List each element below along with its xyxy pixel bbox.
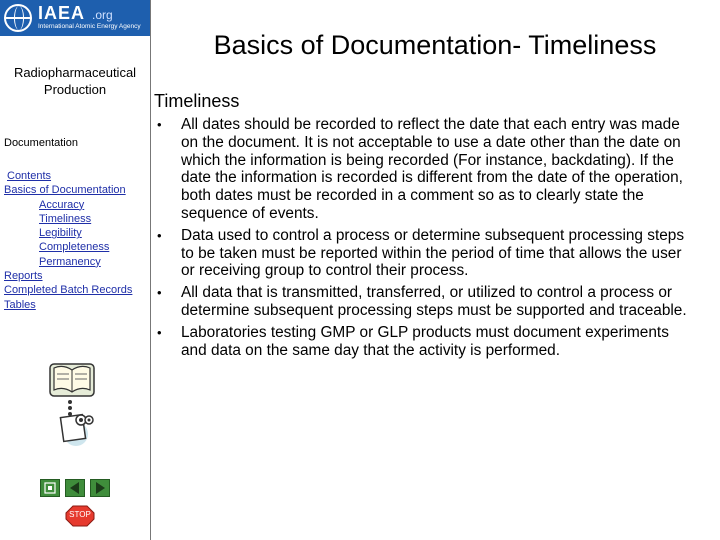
iaea-logo[interactable]	[0, 0, 150, 36]
sidebar-nav	[4, 169, 132, 312]
stop-label: STOP	[69, 510, 91, 519]
sidebar-item-tables[interactable]: Tables	[4, 298, 36, 311]
bullet-marker: •	[157, 117, 162, 132]
home-button[interactable]	[40, 479, 60, 497]
bullet-text: Data used to control a process or determine subsequent processing steps to be taken must be reported within the period of time that allows the user or receiving group to control their process.	[181, 226, 685, 280]
sidebar-title: Radiopharmaceutical Production	[13, 65, 137, 97]
bullet-marker: •	[157, 285, 162, 301]
bullet-text: All data that is transmitted, transferred, or utilized to control a process or determine subsequent processing steps must be supported and traceable.	[181, 284, 687, 319]
sidebar-item-contents[interactable]: Contents	[7, 170, 52, 182]
globe-icon	[4, 4, 32, 32]
arrow-right-icon	[91, 480, 109, 496]
sidebar	[0, 0, 151, 540]
slide-title: Basics of Documentation- Timeliness	[213, 30, 657, 60]
previous-slide-button[interactable]	[65, 479, 85, 497]
sidebar-item-timeliness[interactable]: Timeliness	[39, 212, 92, 225]
stop-button[interactable]	[65, 505, 95, 527]
bullet-item	[155, 324, 695, 360]
sidebar-item-completeness[interactable]: Completeness	[39, 241, 110, 254]
next-slide-button[interactable]	[90, 479, 110, 497]
sidebar-item-permanency[interactable]: Permanency	[39, 255, 101, 268]
sidebar-item-reports[interactable]: Reports	[4, 270, 43, 283]
bullet-item	[155, 284, 695, 320]
bullet-item	[155, 227, 695, 280]
sidebar-item-completed-batch-records[interactable]: Completed Batch Records	[4, 284, 133, 297]
sidebar-item-basics-of-documentation[interactable]: Basics of Documentation	[4, 184, 126, 197]
bullet-text: Laboratories testing GMP or GLP products must document experiments and data on the same day that the activity is performed.	[181, 323, 669, 359]
logo-name: IAEA	[38, 3, 86, 23]
slide-subtitle: Timeliness	[154, 91, 240, 111]
arrow-left-icon	[66, 480, 84, 496]
logo-suffix: .org	[92, 8, 113, 22]
bullet-item	[155, 116, 695, 223]
bullet-text: All dates should be recorded to reflect the date that each entry was made on the document. It is not acceptable to use a date other than the date on which the information is being recorded (For instance, backdating). If the date the information is recorded is different from the date of the operation, both dates must be recorded in a comment so as to clearly state the sequence of events.	[181, 116, 683, 222]
bullet-list	[155, 116, 695, 363]
slide-nav-buttons	[40, 479, 112, 497]
bullet-marker: •	[157, 227, 162, 243]
sidebar-item-legibility[interactable]: Legibility	[39, 227, 82, 240]
sidebar-section-label: Documentation	[4, 137, 78, 149]
home-icon	[41, 480, 59, 496]
logo-agency: International Atomic Energy Agency	[38, 23, 141, 30]
book-reader-icon	[48, 358, 98, 446]
sidebar-item-accuracy[interactable]: Accuracy	[39, 198, 85, 211]
bullet-marker: •	[157, 324, 162, 340]
